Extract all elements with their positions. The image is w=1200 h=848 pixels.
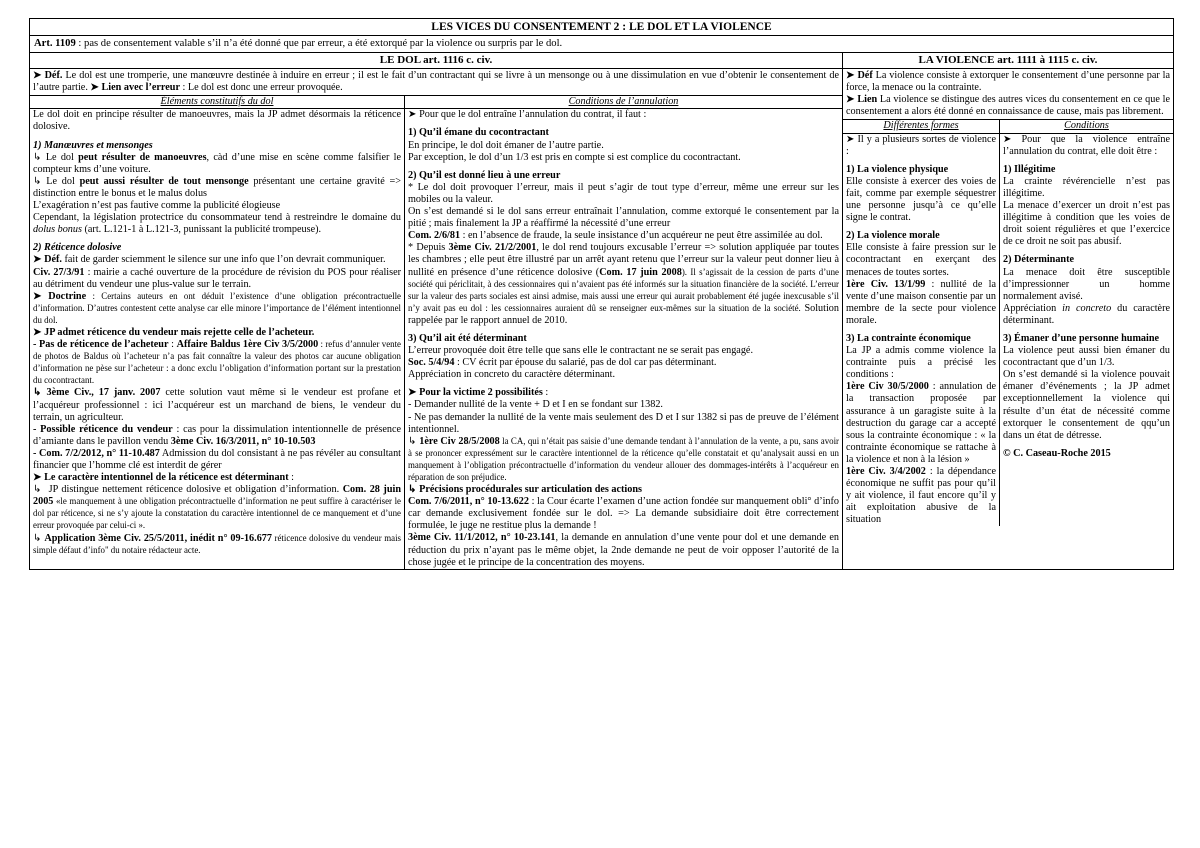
article-text: : pas de consentement valable s’il n’a été donné que par erreur, a été extorqué par la violence ou surpris par le dol. xyxy=(75,38,563,49)
dol-section xyxy=(30,53,843,569)
dol-body xyxy=(30,109,842,568)
violence-body xyxy=(843,134,1173,527)
dol-precisions-com: Com. 7/6/2011, n° 10-13.622 : la Cour écarte l’examen d’une action fondée sur manquement obli° d’info car demande exclusivement fondée sur le dol. => La demande subsidiaire doit être correctement formulée, le juge ne restitue plus la demande ! xyxy=(408,496,839,532)
violence-f2-title: 2) La violence morale xyxy=(846,230,940,242)
dol-header: LE DOL art. 1116 c. civ. xyxy=(30,53,842,69)
dol-c1-title: 1) Qu’il émane du cocontractant xyxy=(408,127,549,139)
dol-lien-text: : Le dol est donc une erreur provoquée. xyxy=(179,82,343,94)
violence-lien-text: La violence se distingue des autres vices du consentement en ce que le consentement a alors été donné en connaissance de cause, mais pas librement. xyxy=(846,94,1170,118)
dol-s2-application: ↳ Application 3ème Civ. 25/5/2011, inédit n° 09-16.677 réticence dolosive du vendeur mais simple défaut d’info" du notaire rédacteur acte. xyxy=(33,533,401,557)
document-sheet xyxy=(29,18,1174,570)
dol-s1-p3: L’exagération n’est pas fautive comme la publicité élogieuse xyxy=(33,200,281,212)
dol-lien-label: ➤ Lien avec l’erreur xyxy=(90,82,180,93)
dol-def-label: ➤ Déf. xyxy=(33,70,62,81)
violence-conditions xyxy=(1000,134,1173,527)
violence-k1-p1: La crainte révérencielle n’est pas illégitime. xyxy=(1003,175,1170,199)
dol-s2-civ2007: ↳ 3ème Civ., 17 janv. 2007 cette solution vaut même si le vendeur est profane et l’acquéreur professionnel : ici l’acquéreur est un marchand de biens, le vendeur du terrain, un agriculteur. xyxy=(33,387,401,423)
violence-k2-p1: La menace doit être susceptible d’impressionner un homme normalement avisé. xyxy=(1003,266,1170,302)
dol-s2-civ: Civ. 27/3/91 : mairie a caché ouverture de la procédure de révision du POS pour réaliser au détriment du vendeur une plus-value sur le terrain. xyxy=(33,266,401,290)
dol-precisions-civ: 3ème Civ. 11/1/2012, n° 10-23.141, la demande en annulation d’une vente pour dol et une demande en réduction du prix n’ayant pas le même objet, la 2nde demande ne peut de voir opposer l’autorité de la chose jugée et le principe de la concentration des moyens. xyxy=(408,532,840,568)
article-label: Art. 1109 xyxy=(34,38,76,49)
dol-col2-head: Conditions de l’annulation xyxy=(568,96,679,108)
copyright: © C. Caseau-Roche 2015 xyxy=(1003,447,1111,459)
violence-f3-civ: 1ère Civ 30/5/2000 : annulation de la transaction proposée par assurance à un garagiste suite à la destruction du garage car a accepté sous la contrainte économique : « la contrainte économique se rattache à la violence et non à la lésion » xyxy=(846,381,997,465)
violence-header: LA VIOLENCE art. 1111 à 1115 c. civ. xyxy=(843,53,1173,69)
dol-c3-title: 3) Qu’il ait été déterminant xyxy=(408,332,527,344)
dol-s2-possible: - Possible réticence du vendeur : cas pour la dissimulation intentionnelle de présence d’amiante dans le pavillon vendu 3ème Civ. 16/3/2011, n° 10-10.503 xyxy=(33,423,401,447)
violence-definition xyxy=(843,69,1173,120)
dol-c2-p2: On s’est demandé si le dol sans erreur entraînait l’annulation, comme extorqué le consentement par la pitié ; mais finalement la JP a réaffirmé la nécessité d’une erreur xyxy=(408,206,839,230)
violence-subheaders xyxy=(843,120,1173,133)
dol-subheaders xyxy=(30,96,842,109)
dol-conditions xyxy=(405,109,842,568)
violence-f1-title: 1) La violence physique xyxy=(846,163,949,175)
dol-s1-p2: ↳ Le dol peut aussi résulter de tout mensonge présentant une certaine gravité => distinction entre le bonus et le malus dolus xyxy=(33,176,401,200)
violence-def-label: ➤ Déf xyxy=(846,70,873,81)
dol-s2-caractere: ➤ Le caractère intentionnel de la réticence est déterminant : xyxy=(33,472,401,484)
violence-k1-p2: La menace d’exercer un droit n’est pas illégitime à condition que les voies de droit soient régulières et que l’exercice de ce droit ne soit pas abusif. xyxy=(1003,200,1170,248)
dol-s2-def: ➤ Déf. fait de garder sciemment le silence sur une info que l’on devrait communiquer. xyxy=(33,254,401,266)
dol-s2-baldus: - Pas de réticence de l’acheteur : Affaire Baldus 1ère Civ 3/5/2000 : refus d’annuler vente de photos de Baldus où l’acheteur n’a pas fait connaître la valeur des photos car aucune obligation d’information ne pèse sur l’acheteur : a donc exclu l’obligation d’information portant sur la prestation du cocontractant. xyxy=(33,339,401,386)
dol-s2-jp: ➤ JP admet réticence du vendeur mais rejette celle de l’acheteur. xyxy=(33,327,401,339)
violence-cond-intro: ➤ Pour que la violence entraîne l’annulation du contrat, elle doit être : xyxy=(1003,134,1170,158)
violence-col1-head: Différentes formes xyxy=(843,120,1000,132)
dol-c3-p2: Appréciation in concreto du caractère déterminant. xyxy=(408,369,616,381)
violence-f3-civ2: 1ère Civ. 3/4/2002 : la dépendance économique ne suffit pas pour qu’il y ait violence, il faut encore qu’il y ait exploitation abusive de la situation xyxy=(846,466,996,526)
violence-k1-title: 1) Illégitime xyxy=(1003,163,1056,175)
dol-victime-p1: - Demander nullité de la vente + D et I en se fondant sur 1382. xyxy=(408,399,663,411)
dol-c1-p1: En principe, le dol doit émaner de l’autre partie. xyxy=(408,139,604,151)
dol-c2-title: 2) Qu’il est donné lieu à une erreur xyxy=(408,169,561,181)
violence-f2-civ: 1ère Civ. 13/1/99 : nullité de la vente d’une maison consentie par un membre de la secte pour violence morale. xyxy=(846,278,996,326)
dol-victime-title: ➤ Pour la victime 2 possibilités : xyxy=(408,387,839,399)
dol-c1-p2: Par exception, le dol d’un 1/3 est pris en compte si est complice du cocontractant. xyxy=(408,151,741,163)
dol-s1-p4: Cependant, la législation protectrice du consommateur tend à restreindre le domaine du dolus bonus (art. L.121-1 à L.121-3, punissant la publicité trompeuse). xyxy=(33,212,401,236)
violence-k2-p2: Appréciation in concreto du caractère déterminant. xyxy=(1003,302,1170,326)
dol-c3-soc: Soc. 5/4/94 : CV écrit par épouse du salarié, pas de dol car pas déterminant. xyxy=(408,357,717,369)
main-columns xyxy=(30,53,1173,569)
dol-victime-civ: ↳ 1ère Civ 28/5/2008 la CA, qui n’était pas saisie d’une demande tendant à l’annulation de la vente, a pu, sans avoir à se prononcer expressément sur le caractère intentionnel de la réticence qu’elle constatait et qu’analysait aussi en un manquement à l’obligation précontractuelle d’information du vendeur allouer des dommages-intérêts à l’acquéreur en réparation de son préjudice. xyxy=(408,436,839,484)
dol-s1-p1: ↳ Le dol peut résulter de manoeuvres, càd d’une mise en scène comme falsifier le compteur kms d’une voiture. xyxy=(33,152,401,176)
dol-c2-p1: * Le dol doit provoquer l’erreur, mais il peut s’agir de tout type d’erreur, même une erreur sur les mobiles ou la valeur. xyxy=(408,181,839,205)
dol-c2-depuis: * Depuis 3ème Civ. 21/2/2001, le dol rend toujours excusable l’erreur => solution appliquée par toutes les chambres ; elle peut être illustré par un arrêt ayant retenu que l’erreur sur la valeur peut donner lieu à nullité en présence d’une réticence dolosive (Com. 17 juin 2008). Il s’agissait de la cession de parts d’une société qui périclitait, à des cessionnaires qui n’avaient pas été informés sur la situation financière de la société. L’erreur sur la valeur des parts sociales est ainsi admise, mais aussi une erreur qui aurait probablement été jugée inexcusable s’il n’y avait pas eu dol : les cessionnaires auraient dû se renseigner eux-mêmes sur la situation de la société. Solution rappelée par le rapport annuel de 2010. xyxy=(408,242,839,326)
violence-section xyxy=(843,53,1173,569)
violence-k3-p1: La violence peut aussi bien émaner du cocontractant que d’un 1/3. xyxy=(1003,345,1170,369)
dol-elements-intro: Le dol doit en principe résulter de manoeuvres, mais la JP admet désormais la réticence dolosive. xyxy=(33,109,401,133)
violence-col2-head: Conditions xyxy=(1064,120,1109,132)
violence-f3-text: La JP a admis comme violence la contrainte puis a précisé les conditions : xyxy=(846,345,996,381)
dol-c3-p1: L’erreur provoquée doit être telle que sans elle le contractant ne se serait pas engagé. xyxy=(408,345,753,357)
dol-elements xyxy=(30,109,405,568)
dol-def-text: Le dol est une tromperie, une manœuvre destinée à induire en erreur ; il est le fait d’un contractant qui se livre à un mensonge ou à une dissimulation en vue d’obtenir le consentement de l’autre partie. xyxy=(33,70,839,94)
dol-s2-jp2: ↳ JP distingue nettement réticence dolosive et obligation d’information. Com. 28 juin 2005 «le manquement à une obligation précontractuelle d’information ne peut suffire à caractériser le dol par réticence, si ne s’y ajoute la constatation du caractère intentionnel de ce manquement et d’une erreur provoquée par celui-ci ». xyxy=(33,484,401,532)
violence-f1-text: Elle consiste à exercer des voies de fait, comme par exemple séquestrer une personne jusqu’à ce qu’elle signe le contrat. xyxy=(846,175,996,224)
dol-c2-com: Com. 2/6/81 : en l’absence de fraude, la seule insistance d’un acquéreur ne peut être assimilée au dol. xyxy=(408,230,823,242)
dol-precisions-title: ↳ Précisions procédurales sur articulation des actions xyxy=(408,484,839,496)
dol-s2-com2012: - Com. 7/2/2012, n° 11-10.487 Admission du dol consistant à ne pas révéler au consultant financier que l’homme clé est interdit de gérer xyxy=(33,447,402,471)
dol-col1-head: Éléments constitutifs du dol xyxy=(30,96,405,108)
violence-formes-intro: ➤ Il y a plusieurs sortes de violence : xyxy=(846,134,996,158)
violence-k2-title: 2) Déterminante xyxy=(1003,254,1075,266)
violence-f3-title: 3) La contrainte économique xyxy=(846,332,971,344)
violence-def-text: La violence consiste à extorquer le consentement d’une personne par la force, la menace ou la contrainte. xyxy=(846,70,1170,94)
dol-s2-doctrine: ➤ Doctrine : Certains auteurs en ont déduit l’existence d’une obligation précontractuelle d’information. D’autres contestent cette analyse car elle minore l’importance de l’élément intentionnel du dol. xyxy=(33,291,401,327)
dol-s2-title: 2) Réticence dolosive xyxy=(33,242,122,254)
article-1109 xyxy=(30,36,1173,53)
violence-k3-p2: On s’est demandé si la violence pouvait émaner d’événements ; la JP admet exceptionnellement la violence qui résulte d’un état de nécessité comme extorquer le consentement de qqu’un dans un état de détresse. xyxy=(1003,369,1170,441)
page-title: LES VICES DU CONSENTEMENT 2 : LE DOL ET LA VIOLENCE xyxy=(30,19,1173,36)
violence-formes xyxy=(843,134,1000,527)
dol-s1-title: 1) Manœuvres et mensonges xyxy=(33,139,153,151)
violence-lien-label: ➤ Lien xyxy=(846,94,877,105)
dol-definition xyxy=(30,69,842,96)
violence-f2-text: Elle consiste à faire pression sur le cocontractant en exerçant des menaces de toutes sortes. xyxy=(846,242,996,278)
dol-victime-p2: - Ne pas demander la nullité de la vente mais seulement des D et I sur 1382 si pas de preuve de l’élément intentionnel. xyxy=(408,411,839,435)
violence-k3-title: 3) Émaner d’une personne humaine xyxy=(1003,332,1160,344)
dol-cond-intro: ➤ Pour que le dol entraîne l’annulation du contrat, il faut : xyxy=(408,109,839,121)
